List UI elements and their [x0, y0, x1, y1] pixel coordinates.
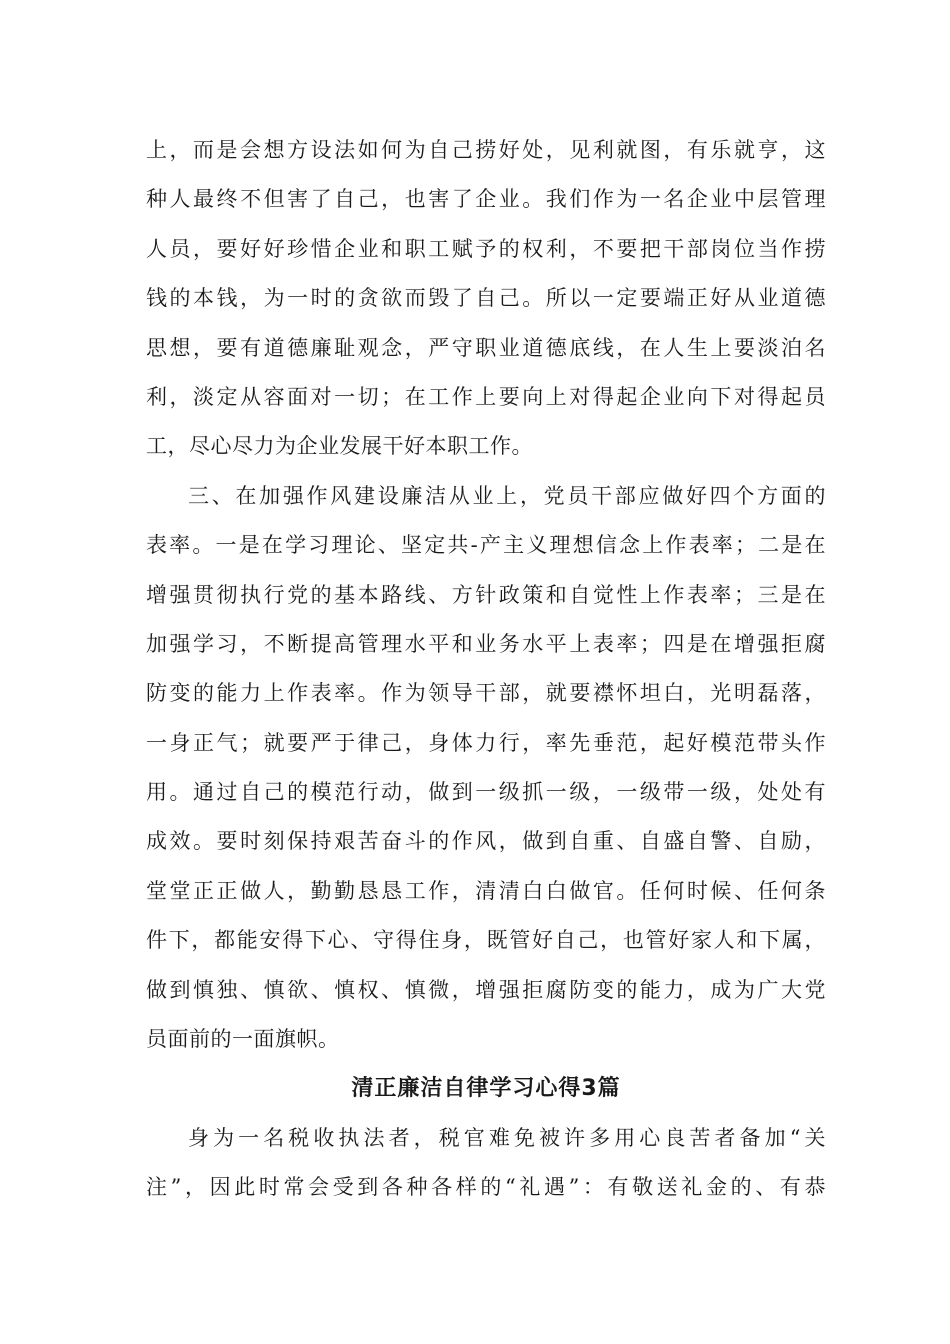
text-line: 一身正气；就要严于律己，身体力行，率先垂范，起好模范带头作 [146, 730, 826, 755]
text-line: 注”，因此时常会受到各种各样的“礼遇”：有敬送礼金的、有恭 [146, 1175, 826, 1200]
paragraph-3 [146, 1114, 826, 1213]
paragraph-1 [146, 126, 826, 472]
text-line: 防变的能力上作表率。作为领导干部，就要襟怀坦白，光明磊落， [146, 681, 826, 706]
text-line: 利，淡定从容面对一切；在工作上要向上对得起企业向下对得起员 [146, 384, 826, 409]
section-heading: 清正廉洁自律学习心得3篇 [351, 1076, 621, 1102]
text-line: 人员，要好好珍惜企业和职工赋予的权利，不要把干部岗位当作捞 [146, 236, 826, 261]
text-line: 三、在加强作风建设廉洁从业上，党员干部应做好四个方面的 [188, 483, 826, 508]
text-line: 员面前的一面旗帜。 [146, 1027, 340, 1052]
text-line: 用。通过自己的模范行动，做到一级抓一级，一级带一级，处处有 [146, 780, 826, 805]
text-line: 增强贯彻执行党的基本路线、方针政策和自觉性上作表率；三是在 [146, 582, 826, 607]
text-line: 思想，要有道德廉耻观念，严守职业道德底线，在人生上要淡泊名 [146, 335, 826, 360]
text-line: 钱的本钱，为一时的贪欲而毁了自己。所以一定要端正好从业道德 [146, 286, 826, 311]
text-line: 种人最终不但害了自己，也害了企业。我们作为一名企业中层管理 [146, 187, 826, 212]
document-page [146, 126, 826, 1213]
paragraph-2 [146, 472, 826, 1065]
text-line: 工，尽心尽力为企业发展干好本职工作。 [146, 434, 533, 459]
text-line: 加强学习，不断提高管理水平和业务水平上表率；四是在增强拒腐 [146, 631, 826, 656]
text-line: 堂堂正正做人，勤勤恳恳工作，清清白白做官。任何时候、任何条 [146, 878, 826, 903]
text-line: 做到慎独、慎欲、慎权、慎微，增强拒腐防变的能力，成为广大党 [146, 977, 826, 1002]
text-line: 身为一名税收执法者，税官难免被许多用心良苦者备加“关 [188, 1125, 826, 1150]
text-line: 上，而是会想方设法如何为自己捞好处，见利就图，有乐就亨，这 [146, 138, 826, 162]
text-line: 件下，都能安得下心、守得住身，既管好自己，也管好家人和下属， [146, 928, 826, 953]
text-line: 成效。要时刻保持艰苦奋斗的作风，做到自重、自盛自警、自励， [146, 829, 826, 854]
text-line: 表率。一是在学习理论、坚定共-产主义理想信念上作表率；二是在 [146, 533, 826, 558]
